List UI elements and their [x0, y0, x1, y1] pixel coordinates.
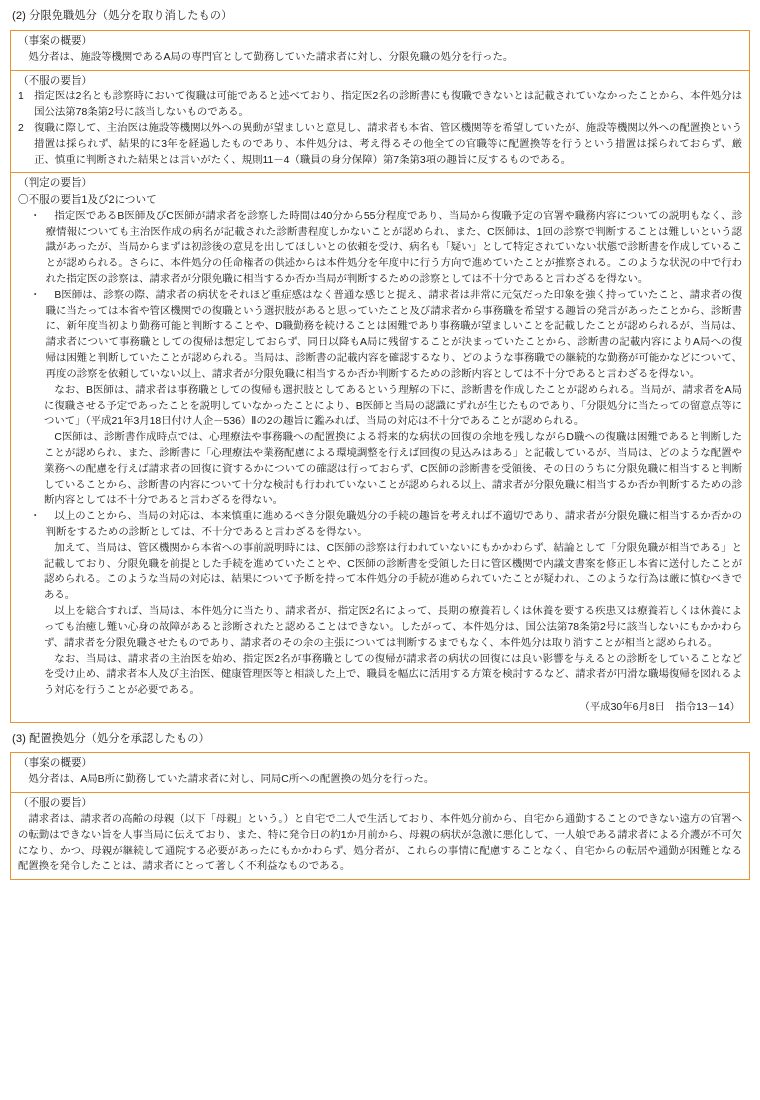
objection-summary-label: （不服の要旨） — [18, 74, 93, 87]
judgment-bullet-2 — [18, 288, 742, 383]
objection-item-2-text: 復職に際して、主治医は施設等機関以外への異動が望ましいと意見し、請求者も本省、管区機関等を希望していたが、施設等機関以外への配置換という措置は採られず、結果的に3年を経過したものであり、本件処分は、考え得るその他全ての官職等に配置換等を行うという措置は採られておらず、厳正、慎重に判断された結果とは言いがたく、規則11－4（職員の身分保障）第7条第3項の趣旨に反するものである。 — [34, 123, 742, 166]
judgment-bullet-3-text: 以上のことから、当局の対応は、本来慎重に進めるべき分限免職処分の手続の趣旨を考えれば不適切であり、請求者が分限免職に相当するか否かの判断をするための診断としては、不十分であると言わざるを得ない。 — [45, 511, 742, 538]
objection-summary-text-3: 請求者は、請求者の高齢の母親（以下「母親」という。）と自宅で二人で生活しており、本件処分前から、自宅から通勤することのできない遠方の官署への転勤はできない旨を人事当局に伝えており、また、特に発令日の約1か月前から、母親の病状が急激に悪化して、一人娘である請求者による介護が不可欠になり、かつ、母親が継続して通院する必要があったにもかかわらず、処分者が、これらの事情に配慮することなく、自宅からの転居や通勤が困難となる配置換を発令したことは、請求者にとって著しく不利益なものである。 — [18, 813, 742, 873]
case-summary-text: 処分者は、施設等機関であるA局の専門官として勤務していた請求者に対し、分限免職の処分を行った。 — [28, 51, 514, 63]
bullet-marker-icon: ・ — [30, 210, 41, 222]
case-summary-label-3: （事案の概要） — [18, 757, 93, 770]
section-2 — [10, 8, 750, 723]
judgment-bullet-2-text: B医師は、診察の際、請求者の病状をそれほど重症感はなく普通な感じと捉え、請求者は非常に元気だった印象を強く持っていたこと、請求者の復職に当たっては本省や管区機関での復職という選択肢があると思っていたこと及び請求者から事務職を希望する趣旨の発言があったことから、診断書に、新年度当初より勤務可能と判断することや、D職勤務を続けることは困難であり事務職が望ましいことを記載したことが認められるが、当局は、請求者について事務職としての復帰は想定しておらず、同日以降もA局に残留することが決まっていたことから、診断書の記載内容によりA局への復帰は困難と判断していたことが認められる。当局は、診断書の記載内容を確認するなり、どのような事務職での継続的な勤務が可能かなどについて、再度の診察を依頼していない以上、請求者が分限免職に相当するか否か判断するための診断内容としては不十分であると言わざるを得ない。 — [45, 289, 742, 380]
objection-item-1-text: 指定医は2名とも診察時において復職は可能であると述べており、指定医2名の診断書にも復職できないとは記載されていなかったことから、本件処分は国公法第78条第2号に該当しないものである。 — [34, 91, 742, 119]
case-summary-box — [10, 30, 750, 71]
case-summary-label: （事案の概要） — [18, 34, 93, 47]
section-heading-3: (3) 配置換処分（処分を承認したもの） — [12, 732, 210, 745]
judgment-subpara-3: 加えて、当局は、管区機関から本省への事前説明時には、C医師の診察は行われていないにもかかわらず、結論として「分限免職が相当である」と記載しており、分限免職を前提とした手続を進めていたことや、C医師の診断書を受領した日に管区機関で内議文書案を修正し本省に送付したことが認められる。このような当局の対応は、結果について予断を持って本件処分の手続が進められていたことが疑われ、このような行為は厳に慎むべきである。 — [44, 542, 742, 602]
objection-summary-box-3 — [10, 793, 750, 880]
objection-summary-label-3: （不服の要旨） — [18, 797, 93, 810]
judgment-bullet-3 — [18, 509, 742, 541]
objection-item-1 — [18, 89, 742, 121]
ruling-citation: （平成30年6月8日 指令13－14） — [579, 701, 740, 713]
judgment-subpara-4: 以上を総合すれば、当局は、本件処分に当たり、請求者が、指定医2名によって、長期の療養若しくは休養を要する疾患又は療養若しくは休養によっても治癒し難い心身の故障があると診断されたと認めることはできない。したがって、本件処分は、国公法第78条第2号に該当しないにもかかわらず、請求者を分限免職させたものであり、請求者のその余の主張については判断するまでもなく、本件処分は取り消すことが相当と認められる。 — [44, 606, 742, 649]
objection-item-1-number: 1 — [18, 91, 24, 103]
case-summary-box-3 — [10, 752, 750, 793]
case-summary-text-3: 処分者は、A局B所に勤務していた請求者に対し、同局C所への配置換の処分を行った。 — [28, 774, 435, 786]
judgment-summary-label: （判定の要旨） — [18, 177, 93, 190]
objection-item-2 — [18, 121, 742, 168]
judgment-subpara-5: なお、当局は、請求者の主治医を始め、指定医2名が事務職としての復帰が請求者の病状の回復には良い影響を与えるとの診断をしていることなどを受け止め、請求者本人及び主治医、健康管理医等と相談した上で、職員を幅広に活用する方策を検討するなど、請求者が円滑な職場復帰を図れるよう対応を行うことが必要である。 — [44, 653, 742, 697]
judgment-subpara-1: なお、B医師は、請求者は事務職としての復帰も選択肢としてあるという理解の下に、診断書を作成したことが認められる。当局が、請求者をA局に復職させる予定であったことを説明していなかったことにより、B医師と当局の認識にずれが生じたものであり、「分限処分に当たっての留意点等について」（平成21年3月18日付け人企－536）Ⅱの2の趣旨に鑑みれば、当局の対応は不十分であることが認められる。 — [44, 384, 742, 428]
judgment-circle-heading: 〇不服の要旨1及び2について — [18, 194, 157, 207]
bullet-marker-icon: ・ — [30, 511, 41, 523]
judgment-bullet-1-text: 指定医であるB医師及びC医師が請求者を診察した時間は40分から55分程度であり、当局から復職予定の官署や職務内容についての説明もなく、診療情報についても主治医作成の病名が記載された診断書程度しかないことが認められ、また、C医師は、1回の診察で判断することは難しいという認識があったが、当局からまずは初診後の意見を出してほしいとの依頼を受け、病名も「疑い」として特定されていない状態で診断書を作成していることが認められる。さらに、本件処分の任命権者の供述からは本件処分を年度中に行う方向で進めていたことが推察される。このような状況の中で行われた指定医の診察は、請求者が分限免職に相当するか否か当局が判断するための診察としては不十分であると言わざるを得ない。 — [45, 210, 742, 285]
section-heading-2: (2) 分限免職処分（処分を取り消したもの） — [12, 10, 233, 22]
objection-item-2-number: 2 — [18, 123, 24, 135]
objection-summary-box — [10, 71, 750, 174]
judgment-subpara-2: C医師は、診断書作成時点では、心理療法や事務職への配置換による将来的な病状の回復の余地を残しながらD職への復職は困難であると判断したことが認められ、また、診断書に「心理療法や業務配慮による環境調整を行えば回復の見込みはある」と記載しているが、当局は、どのような配置や業務への配慮を行えば請求者の回復に資するかについての確認は行っておらず、C医師の診断書を受領後、その日のうちに分限免職に相当すると判断していることから、診断書の内容について十分な検討も行われていないことが認められる以上、請求者が分限免職に相当するか否か判断するための診断内容としては不十分であると言わざるを得ない。 — [44, 432, 742, 507]
section-3 — [10, 731, 750, 881]
judgment-summary-box — [10, 173, 750, 722]
bullet-marker-icon: ・ — [30, 289, 41, 301]
section-3-boxes — [10, 752, 750, 880]
judgment-bullet-1 — [18, 209, 742, 288]
section-2-boxes — [10, 30, 750, 723]
